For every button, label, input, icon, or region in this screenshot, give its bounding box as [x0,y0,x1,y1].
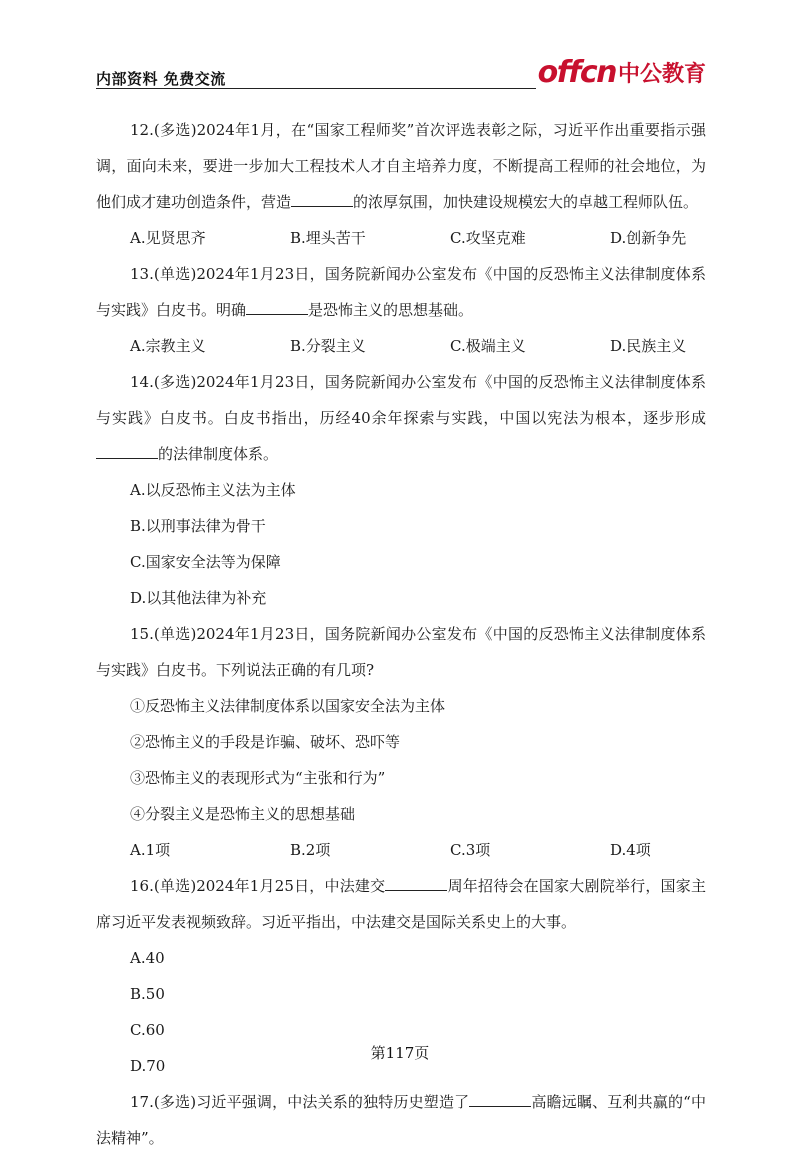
question-13 [96,256,706,364]
question-stem-end: 的法律制度体系。 [158,445,279,463]
option-a: A.1项 [130,841,171,859]
option-c: C.3项 [450,841,491,859]
question-text [96,364,706,472]
fill-blank [291,192,353,207]
page-number: 第117页 [370,1044,430,1062]
option-d: D.以其他法律为补充 [130,589,267,607]
question-text [96,868,706,940]
question-stem: 2024年1月23日，国务院新闻办公室发布《中国的反恐怖主义法律制度体系与实践》白皮书。明确 [96,265,706,319]
option-b: B.埋头苦干 [290,229,366,247]
question-text [96,1084,706,1156]
question-type: (多选) [153,1093,197,1111]
statement-2: ②恐怖主义的手段是诈骗、破坏、恐吓等 [130,733,401,751]
option-d: D.民族主义 [610,337,687,355]
question-stem-end: 是恐怖主义的思想基础。 [308,301,474,319]
question-list [96,112,706,1156]
question-type: (单选) [153,877,197,895]
question-12 [96,112,706,256]
question-type: (多选) [153,373,197,391]
question-stem-end: 周年招待会在国家大剧院举行，国家主席习近平发表视频致辞。习近平指出，中法建交是国际关系史上的大事。 [96,877,706,931]
question-15 [96,616,706,868]
question-stem: 2024年1月25日，中法建交 [196,877,386,895]
question-14 [96,364,706,616]
fill-blank [385,876,447,891]
question-number: 13. [130,265,154,283]
option-a: A.以反恐怖主义法为主体 [130,481,296,499]
question-type: (单选) [153,625,197,643]
option-d: D.70 [130,1057,166,1075]
offcn-logo [538,56,706,90]
option-d: D.创新争先 [610,229,687,247]
question-number: 12. [130,121,154,139]
option-b: B.分裂主义 [290,337,366,355]
question-stem: 习近平强调，中法关系的独特历史塑造了 [196,1093,470,1111]
fill-blank [96,444,158,459]
fill-blank [469,1092,531,1107]
option-c: C.60 [130,1021,165,1039]
page-header [96,55,706,96]
option-row [96,328,706,364]
statement-1: ①反恐怖主义法律制度体系以国家安全法为主体 [130,697,446,715]
option-a: A.40 [130,949,165,967]
option-b: B.50 [130,985,165,1003]
header-label: 内部资料 免费交流 [96,70,226,88]
question-text [96,616,706,688]
question-text [96,256,706,328]
question-number: 16. [130,877,154,895]
option-c: C.极端主义 [450,337,526,355]
question-stem: 2024年1月23日，国务院新闻办公室发布《中国的反恐怖主义法律制度体系与实践》白皮书。白皮书指出，历经40余年探索与实践，中国以宪法为根本，逐步形成 [96,373,706,427]
option-d: D.4项 [610,841,651,859]
header-rule [96,88,536,89]
question-number: 15. [130,625,154,643]
question-number: 14. [130,373,154,391]
question-type: (单选) [153,265,197,283]
option-row [96,220,706,256]
question-stem: 2024年1月23日，国务院新闻办公室发布《中国的反恐怖主义法律制度体系与实践》白皮书。下列说法正确的有几项? [96,625,706,679]
question-stem-end: 的浓厚氛围，加快建设规模宏大的卓越工程师队伍。 [353,193,699,211]
option-a: A.宗教主义 [130,337,206,355]
statement-3: ③恐怖主义的表现形式为“主张和行为” [130,769,386,787]
option-a: A.见贤思齐 [130,229,206,247]
option-grid [96,472,706,616]
question-stem-end: 高瞻远瞩、互利共赢的“中法精神”。 [96,1093,706,1147]
question-type: (多选) [153,121,197,139]
option-b: B.以刑事法律为骨干 [130,517,266,535]
option-b: B.2项 [290,841,331,859]
option-c: C.国家安全法等为保障 [130,553,281,571]
question-text [96,112,706,220]
question-17 [96,1084,706,1156]
question-number: 17. [130,1093,154,1111]
statement-4: ④分裂主义是恐怖主义的思想基础 [130,805,356,823]
option-c: C.攻坚克难 [450,229,526,247]
option-row [96,832,706,868]
fill-blank [246,300,308,315]
logo-text: 中公教育 [617,62,706,87]
logo-mark: offcn [537,55,616,90]
question-stem: 2024年1月，在“国家工程师奖”首次评选表彰之际，习近平作出重要指示强调，面向未来，要进一步加大工程技术人才自主培养力度，不断提高工程师的社会地位，为他们成才建功创造条件，营造 [96,121,706,211]
